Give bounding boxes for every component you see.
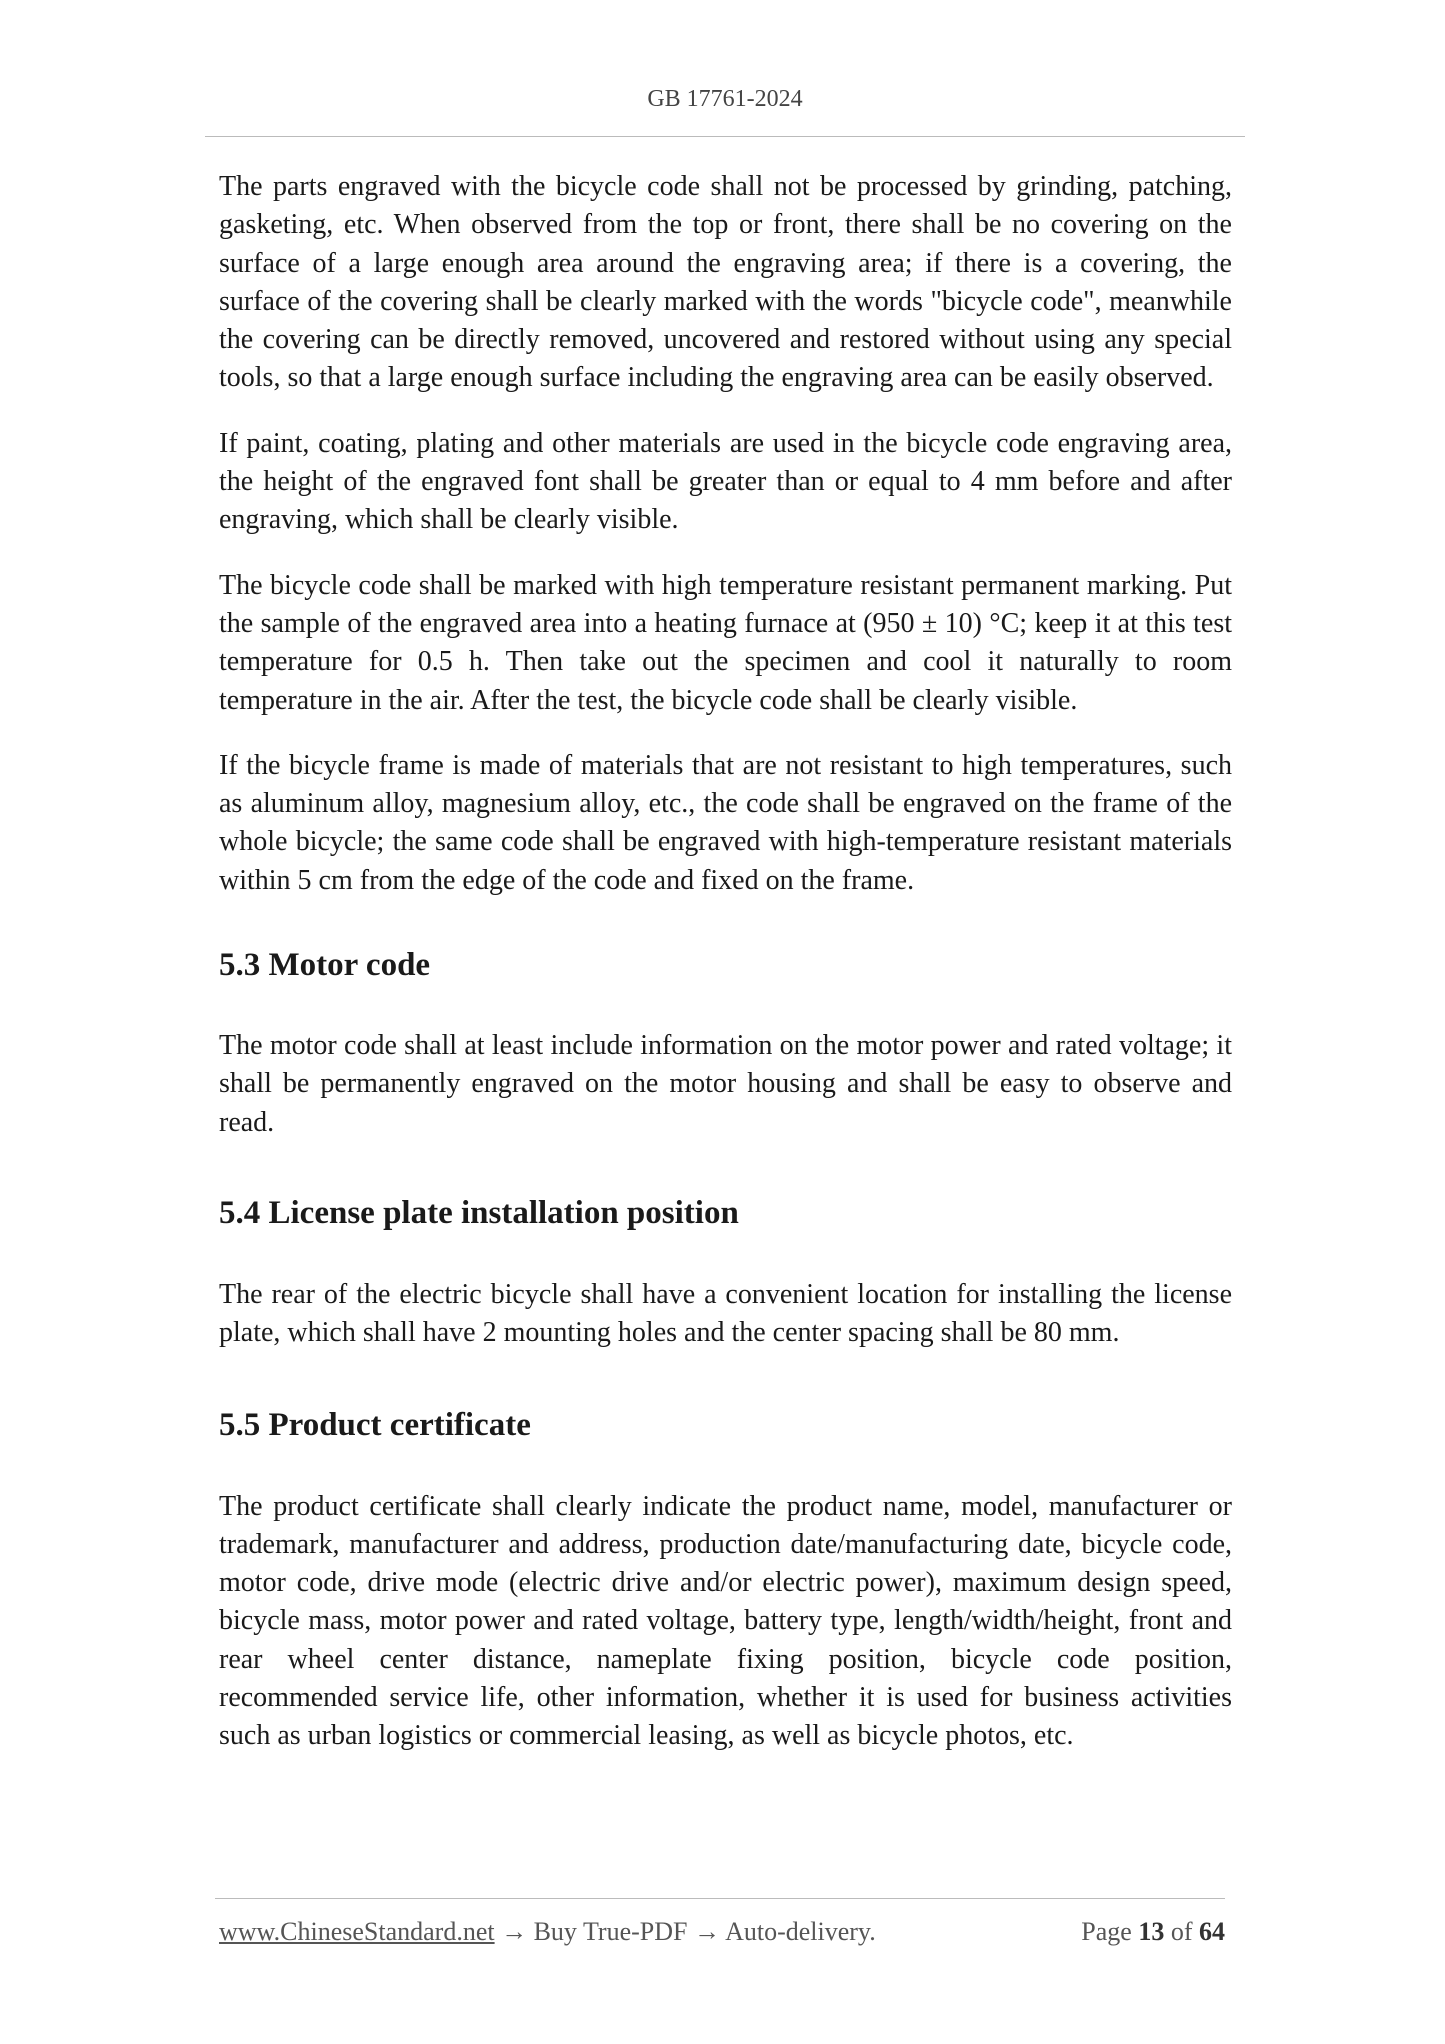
page-label: Page bbox=[1081, 1917, 1132, 1946]
total-page-count: 64 bbox=[1199, 1917, 1225, 1946]
paragraph-license-plate: The rear of the electric bicycle shall have a convenient location for installing the license plate, which shall have 2 mounting holes and the center spacing shall be 80 mm. bbox=[219, 1278, 1232, 1349]
current-page-number: 13 bbox=[1138, 1917, 1165, 1946]
buy-true-pdf-link[interactable]: Buy True-PDF bbox=[533, 1917, 688, 1946]
paragraph-high-temperature-marking: The bicycle code shall be marked with high temperature resistant permanent marking. Put the sample of the engraved area into a heating furnace at (950 ± 10) °C; keep it at this test temperature for 0.5 h. Then take out the specimen and cool it naturally to room temperature in the air. After the test, the bicycle code shall be clearly visible. bbox=[219, 569, 1232, 716]
arrow-right-icon: → bbox=[501, 1917, 528, 1946]
document-body bbox=[219, 168, 1232, 1756]
page-indicator bbox=[1081, 1917, 1225, 1947]
footer-links bbox=[219, 1917, 876, 1947]
document-header: GB 17761-2024 bbox=[647, 86, 803, 112]
paragraph-frame-materials: If the bicycle frame is made of materials that are not resistant to high temperatures, such as aluminum alloy, magnesium alloy, etc., the code shall be engraved on the frame of the whole bicycle; the same code shall be engraved with high-temperature resistant materials within 5 cm from the edge of the code and fixed on the frame. bbox=[219, 749, 1232, 896]
paragraph-motor-code: The motor code shall at least include information on the motor power and rated voltage; it shall be permanently engraved on the motor housing and shall be easy to observe and read. bbox=[219, 1030, 1232, 1138]
site-link[interactable]: www.ChineseStandard.net bbox=[219, 1917, 495, 1946]
auto-delivery-text: Auto-delivery. bbox=[725, 1917, 876, 1946]
of-label: of bbox=[1170, 1917, 1193, 1946]
section-heading-motor-code: 5.3 Motor code bbox=[219, 947, 431, 984]
paragraph-engraving-processing: The parts engraved with the bicycle code shall not be processed by grinding, patching, gasketing, etc. When observed from the top or front, there shall be no covering on the surface of a large enough area around the engraving area; if there is a covering, the surface of the covering shall be clearly marked with the words "bicycle code", meanwhile the covering can be directly removed, uncovered and restored without using any special tools, so that a large enough surface including the engraving area can be easily observed. bbox=[219, 171, 1232, 394]
paragraph-coating-height: If paint, coating, plating and other materials are used in the bicycle code engraving area, the height of the engraved font shall be greater than or equal to 4 mm before and after engraving, which shall be clearly visible. bbox=[219, 427, 1232, 536]
arrow-right-icon: → bbox=[694, 1917, 720, 1946]
paragraph-product-certificate: The product certificate shall clearly indicate the product name, model, manufacturer or trademark, manufacturer and address, production date/manufacturing date, bicycle code, motor code, drive mode (electric drive and/or electric power), maximum design speed, bicycle mass, motor power and rated voltage, battery type, length/width/height, front and rear wheel center distance, nameplate fixing position, bicycle code position, recommended service life, other information, whether it is used for business activities such as urban logistics or commercial leasing, as well as bicycle photos, etc. bbox=[219, 1490, 1232, 1752]
section-heading-product-certificate: 5.5 Product certificate bbox=[219, 1406, 531, 1443]
footer-divider bbox=[215, 1898, 1225, 1899]
header-divider bbox=[205, 136, 1245, 137]
section-heading-license-plate: 5.4 License plate installation position bbox=[219, 1194, 739, 1231]
